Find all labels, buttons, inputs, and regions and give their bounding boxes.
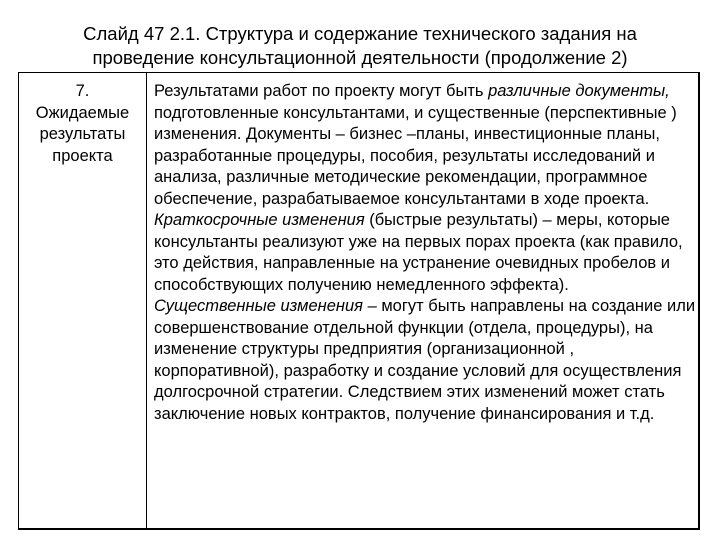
content-table	[18, 72, 700, 530]
paragraph-results-rest: подготовленные консультантами, и существенные (перспективные ) изменения. Документы – бизнес –планы, инвестиционные планы, разработанные процедуры, пособия, результаты исследований и анализа, различные методические рекомендации, программное обеспечение, разрабатываемое консультантами в ходе проекта.	[154, 103, 677, 208]
paragraph-short-term-rest: (быстрые результаты) – меры, которые консультанты реализуют уже на первых порах проекта (как правило, это действия, направленные на устранение очевидных пробелов и способствующих получению немедленного эффекта).	[154, 211, 683, 294]
paragraph-substantial	[154, 296, 699, 425]
slide-title-line-2: проведение консультационной деятельности (продолжение 2)	[92, 47, 628, 68]
row-content-cell	[154, 81, 699, 425]
paragraph-short-term	[154, 210, 699, 296]
paragraph-substantial-rest: – могут быть направлены на создание или совершенствование отдельной функции (отдела, процедуры), на изменение структуры предприятия (организационной , корпоративной), разработку и создание условий для осуществления долгосрочной стратегии. Следствием этих изменений может стать заключение новых контрактов, получение финансирования и т.д.	[154, 297, 696, 423]
row-number: 7.	[75, 82, 90, 100]
row-label-line-1: Ожидаемые	[35, 103, 130, 122]
paragraph-results	[154, 81, 699, 210]
paragraph-results-italic: различные документы,	[488, 82, 670, 100]
slide-title-line-1: Слайд 47 2.1. Структура и содержание технического задания на	[83, 23, 637, 44]
row-label-line-3: проекта	[52, 146, 113, 165]
slide-title	[0, 22, 720, 70]
paragraph-substantial-italic: Существенные изменения	[154, 297, 363, 315]
paragraph-results-start: Результатами работ по проекту могут быть	[154, 82, 489, 100]
paragraph-short-term-italic: Краткосрочные изменения	[154, 211, 365, 229]
column-divider	[146, 73, 147, 528]
row-label-line-2: результаты	[39, 125, 126, 143]
row-label-cell	[19, 81, 146, 167]
